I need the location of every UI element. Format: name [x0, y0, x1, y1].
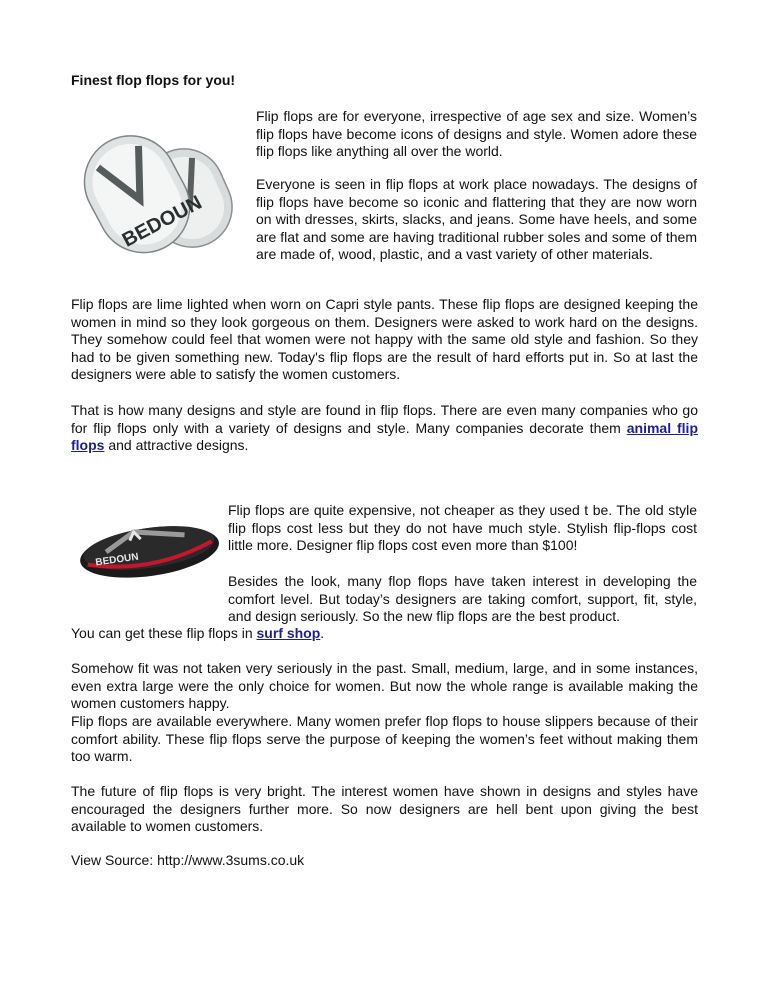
paragraph-4-text: That is how many designs and style are found in flip flops. There are even many companies who go for flip flops only with a variety of designs and style. Many companies decorate them	[71, 402, 698, 436]
paragraph-6: Besides the look, many flop flops have taken interest in developing the comfort level. But today’s designers are taking comfort, support, fit, style, and design seriously. So the new flip flops are the best product.	[228, 573, 697, 624]
white-flip-flops-image	[78, 118, 250, 266]
paragraph-1: Flip flops are for everyone, irrespective of age sex and size. Women’s flip flops have become icons of designs and style. Women adore these flip flops like anything all over the world.	[256, 108, 697, 159]
paragraph-3: Flip flops are lime lighted when worn on Capri style pants. These flip flops are designed keeping the women in mind so they look gorgeous on them. Designers were asked to work hard on the designs. They somehow could feel that women were not happy with the same old style and fashion. So they had to be given something new. Today's flip flops are the result of hard efforts put in. So at last the designers were able to satisfy the women customers.	[71, 296, 698, 382]
paragraph-4-text-end: and attractive designs.	[104, 437, 249, 453]
black-sandal-brand-text: BEDOUN	[94, 551, 140, 569]
paragraph-10: The future of flip flops is very bright. The interest women have shown in designs and styles have encouraged the designers further more. So now designers are hell bent upon giving the best available to women customers.	[71, 783, 698, 834]
paragraph-7-text: You can get these flip flops in	[71, 625, 257, 641]
paragraph-7	[71, 625, 698, 643]
paragraph-2: Everyone is seen in flip flops at work place nowadays. The designs of flip flops have become so iconic and flattering that they are now worn on with dresses, skirts, slacks, and jeans. Some have heels, and some are flat and some are having traditional rubber soles and some of them are made of, wood, plastic, and a vast variety of other materials.	[256, 176, 697, 262]
paragraph-9: Flip flops are available everywhere. Many women prefer flop flops to house slippers because of their comfort ability. These flip flops serve the purpose of keeping the women’s feet without making them too warm.	[71, 713, 698, 764]
black-flip-flop-image	[76, 500, 222, 584]
animal-flip-flops-link[interactable]: animal flip flops	[71, 419, 698, 453]
paragraph-8: Somehow fit was not taken very seriously in the past. Small, medium, large, and in some instances, even extra large were the only choice for women. But now the whole range is available making the women customers happy.	[71, 660, 698, 711]
paragraph-7-text-end: .	[320, 625, 325, 641]
paragraph-5: Flip flops are quite expensive, not cheaper as they used t be. The old style flip flops cost less but they do not have much style. Stylish flip-flops cost little more. Designer flip flops cost even more than $100!	[228, 502, 697, 553]
surf-shop-link[interactable]: surf shop	[256, 625, 321, 641]
sandal-brand-text: BEDOUN	[118, 191, 206, 252]
page-title: Finest flop flops for you!	[71, 72, 236, 88]
paragraph-4	[71, 402, 698, 455]
view-source: View Source: http://www.3sums.co.uk	[71, 852, 305, 868]
